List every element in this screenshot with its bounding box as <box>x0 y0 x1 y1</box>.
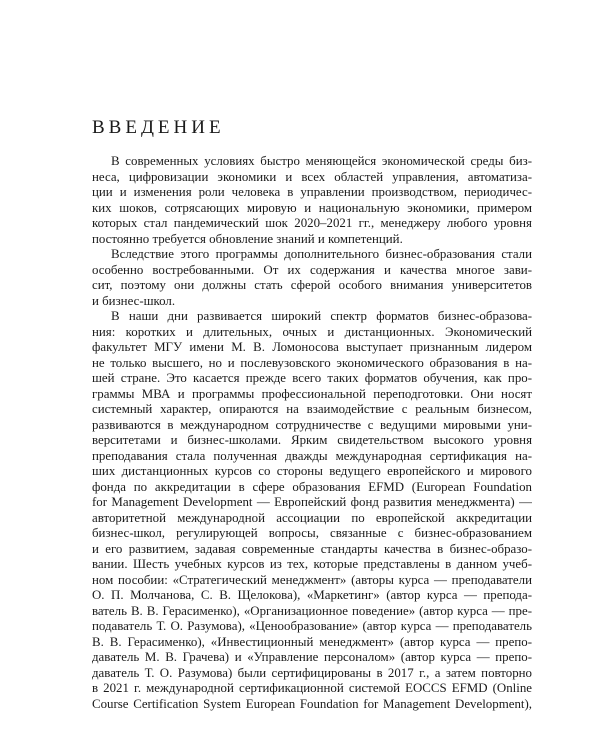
text-line: в 2021 г. международной сертификационной системой EOCCS EFMD (Online <box>92 681 532 695</box>
page-title: ВВЕДЕНИЕ <box>92 117 225 138</box>
text-line: ших дистанционных курсов со стороны ведущего европейского и мирового <box>92 464 532 478</box>
text-line: Вследствие этого программы дополнительного бизнес-образования стали <box>111 247 532 261</box>
text-line: неса, цифровизации экономики и всех областей управления, автоматиза- <box>92 169 532 184</box>
text-line: верситетами и бизнес-школами. Ярким свидетельством высокого уровня <box>92 433 532 447</box>
text-line: которых стал пандемический шок 2020–2021 гг., менеджеру любого уровня <box>92 216 532 230</box>
text-line: ции и изменения роли человека в управлении производством, периодичес- <box>92 185 532 199</box>
text-line: ватель В. В. Герасименко), «Организационное поведение» (автор курса — пре- <box>92 603 532 618</box>
body-text <box>92 154 532 712</box>
text-line: сит, поэтому они должны стать сферой особого внимания университетов <box>92 278 532 292</box>
text-line: и его развитием, задавая современные стандарты качества в бизнес-образо- <box>92 541 532 556</box>
text-line: шей стране. Это касается прежде всего таких форматов обучения, как про- <box>92 371 532 385</box>
text-line: преподавания стала полученная дважды международная сертификация на- <box>92 448 532 463</box>
text-line: В наши дни развивается широкий спектр форматов бизнес-образова- <box>111 309 532 323</box>
text-line: вании. Шесть учебных курсов из тех, которые представлены в данном учеб- <box>92 557 532 571</box>
text-line: В. В. Герасименко), «Инвестиционный менеджмент» (автор курса — препо- <box>92 634 532 649</box>
text-line: В современных условиях быстро меняющейся экономической среды биз- <box>111 154 532 168</box>
text-line: фонда по аккредитации в сфере образования EFMD (European Foundation <box>92 479 532 494</box>
text-line: постоянно требуется обновление знаний и компетенций. <box>92 231 403 246</box>
paragraph <box>92 154 532 247</box>
text-line: подаватель Т. О. Разумова), «Ценообразование» (автор курса — преподаватель <box>92 619 532 633</box>
text-line: ном пособии: «Стратегический менеджмент» (авторы курса — преподаватели <box>92 572 532 587</box>
text-line: особенно востребованными. От их содержания и качества многое зави- <box>92 262 532 277</box>
text-line: авторитетной международной ассоциации по европейской аккредитации <box>92 510 532 525</box>
text-line: развиваются в международном сотрудничестве с ведущими мировыми уни- <box>92 417 532 432</box>
text-line: for Management Development — Европейский фонд развития менеджмента) — <box>92 495 532 509</box>
text-line: ния: коротких и длительных, очных и дистанционных. Экономический <box>92 324 532 339</box>
text-line: О. П. Молчанова, С. В. Щелокова), «Маркетинг» (автор курса — препода- <box>92 588 532 602</box>
paragraph <box>92 247 532 309</box>
text-line: бизнес-школ, регулирующей вопросы, связанные с бизнес-образованием <box>92 526 532 540</box>
text-line: граммы МВА и программы профессиональной переподготовки. Они носят <box>92 386 532 401</box>
text-line: не только высшего, но и послевузовского экономического образования в на- <box>92 355 532 370</box>
text-line: факультет МГУ имени М. В. Ломоносова выступает признанным лидером <box>92 340 532 354</box>
text-line: ких шоков, сотрясающих мировую и национальную экономики, примером <box>92 200 532 215</box>
text-line: даватель Т. О. Разумова) были сертифицированы в 2017 г., а затем повторно <box>92 665 532 680</box>
text-line: и бизнес-школ. <box>92 293 176 308</box>
text-line: Course Certification System European Foundation for Management Development), <box>92 696 532 711</box>
paragraph <box>92 309 532 712</box>
text-line: системный характер, опираются на взаимодействие с реальным бизнесом, <box>92 402 532 416</box>
text-line: даватель М. В. Грачева) и «Управление персоналом» (автор курса — препо- <box>92 650 532 664</box>
